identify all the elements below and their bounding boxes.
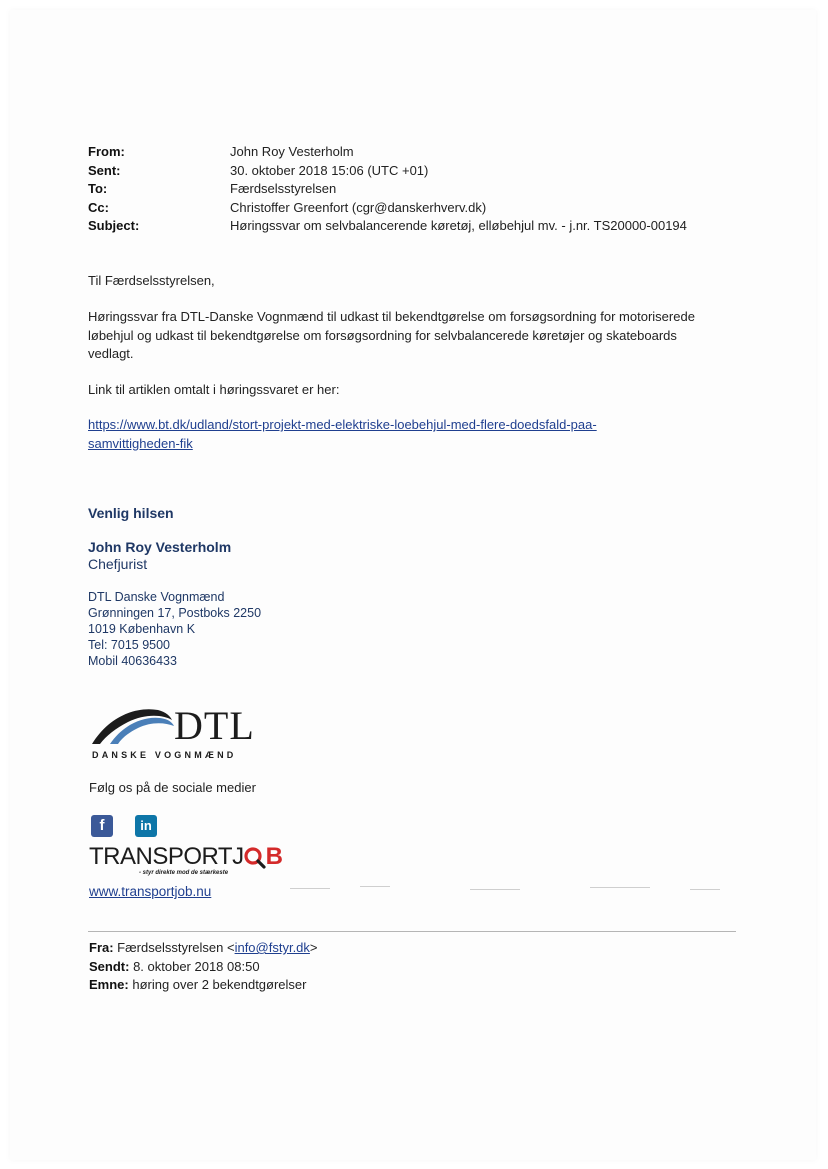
- transportjob-link[interactable]: www.transportjob.nu: [89, 884, 212, 899]
- article-link-line-1[interactable]: https://www.bt.dk/udland/stort-projekt-med-elektriske-loebehjul-med-flere-doedsfald-paa-: [88, 417, 597, 432]
- header-subject-row: [88, 217, 687, 236]
- facebook-icon[interactable]: f: [91, 815, 113, 837]
- subject-label: Subject:: [88, 218, 140, 233]
- forward-subject-row: [89, 976, 318, 995]
- forward-from-email[interactable]: info@fstyr.dk: [234, 940, 310, 955]
- transportjob-tagline: - styr direkte mod de stærkeste: [139, 870, 229, 876]
- signature-address-line-2: 1019 København K: [88, 622, 196, 636]
- signature-mobile: Mobil 40636433: [88, 654, 177, 668]
- cc-label: Cc:: [88, 199, 109, 215]
- transportjob-logo[interactable]: [89, 843, 289, 885]
- sent-label: Sent:: [88, 162, 121, 178]
- forward-subject-value: høring over 2 bekendtgørelser: [128, 977, 307, 992]
- scan-artifact: [290, 888, 330, 889]
- dtl-logo: [88, 700, 268, 764]
- greeting: Til Færdselsstyrelsen,: [88, 273, 215, 288]
- header-cc-row: [88, 199, 687, 218]
- magnifier-icon: [243, 845, 267, 869]
- sent-value: 30. oktober 2018 15:06 (UTC +01): [230, 162, 429, 178]
- forward-sent-row: [89, 958, 318, 977]
- forward-divider: [88, 931, 736, 932]
- forward-from-name: Færdselsstyrelsen <: [113, 940, 235, 955]
- from-label: From:: [88, 144, 125, 159]
- scan-artifact: [590, 887, 650, 888]
- email-header: [88, 143, 687, 236]
- signature-address-line-1: Grønningen 17, Postboks 2250: [88, 606, 262, 620]
- forward-from-close: >: [309, 940, 318, 955]
- body-paragraph-1-line-2: løbehjul og udkast til bekendtgørelse om forsøgsordning for selvbalancerede køretøjer og skateboards: [88, 327, 677, 343]
- body-paragraph-2: Link til artiklen omtalt i høringssvaret er her:: [88, 382, 340, 397]
- body-paragraph-1-line-3: vedlagt.: [88, 346, 134, 361]
- social-icons: [91, 815, 157, 837]
- scan-artifact: [360, 886, 390, 887]
- header-from-row: [88, 143, 687, 162]
- forward-from-label: Fra:: [89, 940, 114, 955]
- signature-block: [88, 539, 231, 573]
- signature-address: [88, 589, 261, 669]
- forward-sent-value: 8. oktober 2018 08:50: [129, 958, 260, 974]
- forward-from-row: [89, 939, 318, 958]
- forwarded-header: [89, 939, 318, 995]
- signature-org: DTL Danske Vognmænd: [88, 590, 225, 604]
- dtl-logo-subtitle: DANSKE VOGNMÆND: [92, 750, 237, 760]
- signature-name: John Roy Vesterholm: [88, 539, 232, 555]
- social-follow-text: Følg os på de sociale medier: [89, 780, 256, 795]
- article-link[interactable]: [88, 416, 597, 453]
- scan-artifact: [470, 889, 520, 890]
- from-value: John Roy Vesterholm: [230, 144, 354, 159]
- transportjob-wordmark: [89, 843, 289, 871]
- forward-sent-label: Sendt:: [89, 958, 130, 974]
- to-label: To:: [88, 181, 108, 196]
- signature-tel: Tel: 7015 9500: [88, 638, 171, 652]
- to-value: Færdselsstyrelsen: [230, 181, 337, 196]
- subject-value: Høringssvar om selvbalancerende køretøj, elløbehjul mv. - j.nr. TS20000-00194: [230, 218, 687, 233]
- body-paragraph-1: [88, 308, 695, 364]
- linkedin-icon[interactable]: in: [135, 815, 157, 837]
- forward-subject-label: Emne:: [89, 977, 129, 992]
- transportjob-word-b: B: [265, 843, 283, 870]
- article-link-line-2[interactable]: samvittigheden-fik: [88, 435, 193, 451]
- cc-value: Christoffer Greenfort (cgr@danskerhverv.dk): [230, 199, 487, 215]
- signature-title: Chefjurist: [88, 556, 148, 572]
- scan-artifact: [690, 889, 720, 890]
- header-to-row: [88, 180, 687, 199]
- dtl-logo-text: DTL: [174, 703, 255, 748]
- body-paragraph-1-line-1: Høringssvar fra DTL-Danske Vognmænd til udkast til bekendtgørelse om forsøgsordning for motoriserede: [88, 309, 695, 324]
- transportjob-word-main: TRANSPORTJ: [89, 843, 244, 870]
- signature-closing: Venlig hilsen: [88, 505, 174, 521]
- header-sent-row: [88, 162, 687, 181]
